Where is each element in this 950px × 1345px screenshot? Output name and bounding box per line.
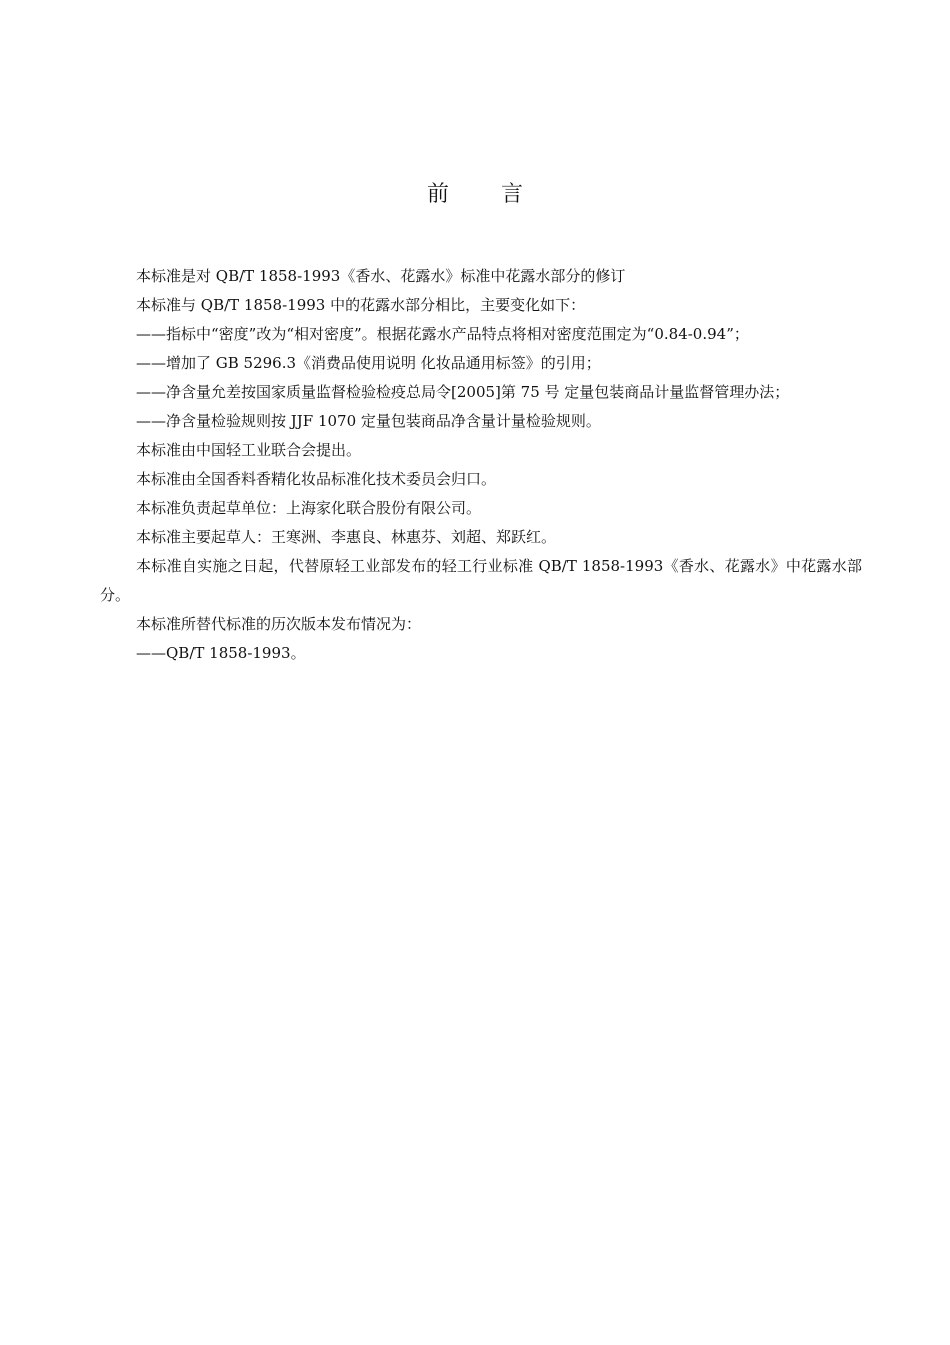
paragraph-version-history: 本标准所替代标准的历次版本发布情况为： <box>136 615 422 633</box>
paragraph-change-net-content-inspection: ——净含量检验规则按 JJF 1070 定量包装商品净含量计量检验规则。 <box>136 412 601 430</box>
paragraph-drafting-unit: 本标准负责起草单位：上海家化联合股份有限公司。 <box>136 499 482 517</box>
title-char-2: 言 <box>501 182 524 207</box>
paragraph-drafters: 本标准主要起草人：王寒洲、李惠良、林惠芬、刘超、郑跃红。 <box>136 528 557 546</box>
paragraph-technical-committee: 本标准由全国香料香精化妆品标准化技术委员会归口。 <box>136 470 497 488</box>
paragraph-revision-note: 本标准是对 QB/T 1858-1993《香水、花露水》标准中花露水部分的修订 <box>136 267 626 285</box>
paragraph-main-changes: 本标准与 QB/T 1858-1993 中的花露水部分相比，主要变化如下： <box>136 296 586 314</box>
paragraph-change-density: ——指标中“密度”改为“相对密度”。根据花露水产品特点将相对密度范围定为“0.84-0.94”； <box>136 325 749 343</box>
foreword-body <box>100 262 862 668</box>
page-title <box>0 177 950 208</box>
paragraph-change-net-content-tolerance: ——净含量允差按国家质量监督检验检疫总局令[2005]第 75 号 定量包装商品计量监督管理办法； <box>136 383 790 401</box>
paragraph-replacement: 本标准自实施之日起，代替原轻工业部发布的轻工行业标准 QB/T 1858-1993《香水、花露水》中花露水部分。 <box>100 557 862 604</box>
paragraph-change-label-standard: ——增加了 GB 5296.3《消费品使用说明 化妆品通用标签》的引用； <box>136 354 601 372</box>
paragraph-previous-version: ——QB/T 1858-1993。 <box>136 644 306 662</box>
title-char-1: 前 <box>426 182 449 207</box>
paragraph-proposed-by: 本标准由中国轻工业联合会提出。 <box>136 441 362 459</box>
